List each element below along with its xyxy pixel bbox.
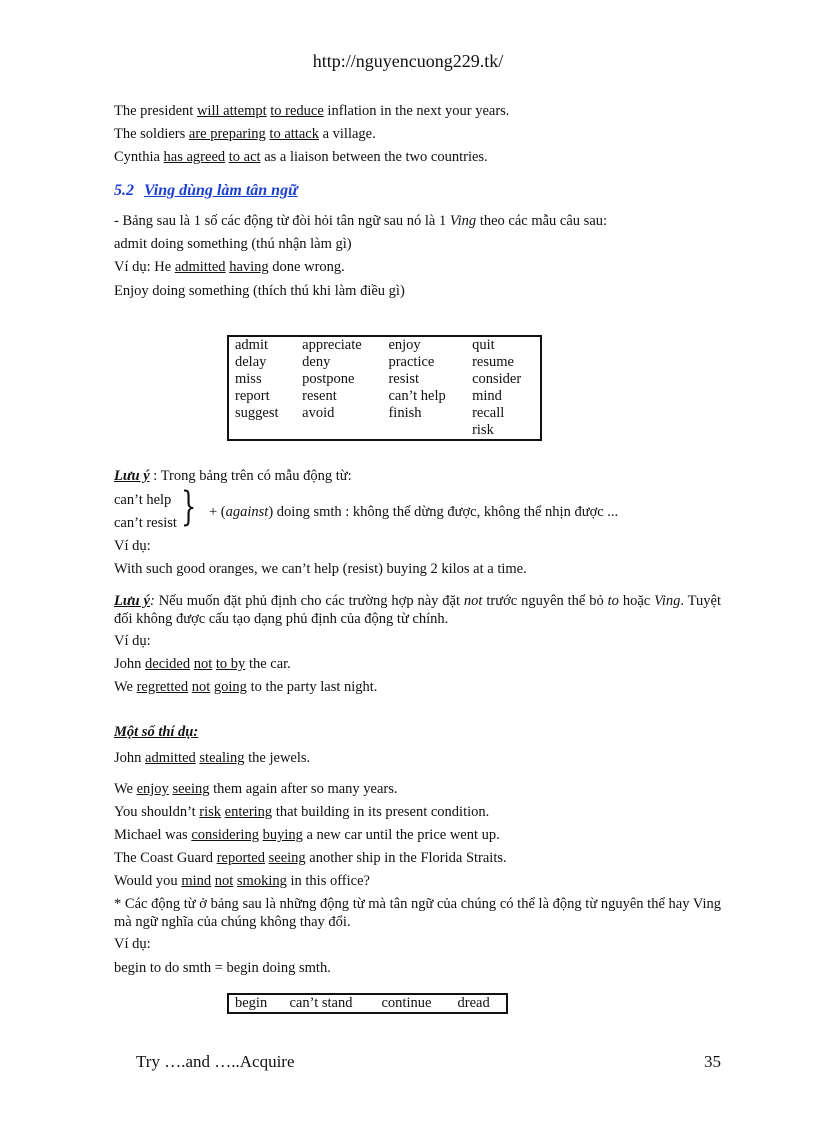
curly-brace-icon: } — [181, 484, 197, 530]
example-sentence: John admitted stealing the jewels. — [114, 750, 311, 766]
verb-cell: quit — [472, 337, 495, 353]
section-heading — [114, 182, 298, 200]
verb-table-row — [228, 336, 541, 354]
verb-cell: finish — [388, 405, 422, 421]
example-sentence: Would you mind not smoking in this office? — [114, 873, 370, 889]
note-label: Lưu ý — [114, 593, 150, 609]
verb-cell: report — [235, 388, 270, 404]
intro-sentence-3: Cynthia has agreed to act as a liaison between the two countries. — [114, 149, 488, 165]
verb-table-row — [228, 388, 541, 405]
verb-cell: can’t help — [388, 388, 446, 404]
verb-cell: miss — [235, 371, 262, 387]
pattern-enjoy: Enjoy doing something (thích thú khi làm điều gì) — [114, 283, 405, 299]
note-2: Lưu ý: Nếu muốn đặt phủ định cho các trường hợp này đặt not trước nguyên thể bỏ to hoặc Ving. Tuyệt đối không được cấu tạo dạng phủ định của động từ chính. — [114, 593, 721, 627]
verb-cell: postpone — [302, 371, 355, 387]
verb-cell: consider — [472, 371, 522, 387]
note-3-example-label: Ví dụ: — [114, 936, 151, 952]
verb-cell: practice — [388, 354, 435, 370]
section-title: Ving dùng làm tân ngữ — [144, 182, 298, 199]
note-2-example-2: We regretted not going to the party last night. — [114, 679, 378, 695]
section-description: - Bảng sau là 1 số các động từ đòi hỏi tân ngữ sau nó là 1 Ving theo các mẫu câu sau: — [114, 213, 608, 229]
verb-cell: risk — [472, 422, 494, 438]
verb-cell: recall — [472, 405, 505, 421]
note-3: * Các động từ ở bảng sau là những động từ mà tân ngữ của chúng có thể là động từ nguyên thể hay Ving mà ngữ nghĩa của chúng không thay đổi. — [114, 896, 721, 930]
note-item-cant-resist: can’t resist — [114, 515, 177, 531]
verb-cell — [382, 422, 466, 440]
note-2-example-label: Ví dụ: — [114, 633, 151, 649]
verb-cell: delay — [235, 354, 267, 370]
verb-cell: resume — [472, 354, 514, 370]
footer-motto: Try ….and …..Acquire — [136, 1052, 295, 1071]
note-1-example-label: Ví dụ: — [114, 538, 151, 554]
note-3-example: begin to do smth = begin doing smth. — [114, 960, 331, 976]
verb-table-row — [228, 354, 541, 371]
note-item-cant-help: can’t help — [114, 492, 172, 508]
verb-cell: avoid — [302, 405, 335, 421]
verb-cell: mind — [472, 388, 502, 404]
verb-table-row — [228, 371, 541, 388]
intro-sentence-2: The soldiers are preparing to attack a village. — [114, 126, 376, 142]
pattern-admit: admit doing something (thú nhận làm gì) — [114, 236, 352, 252]
verb-cell: deny — [302, 354, 331, 370]
verb-cell: dread — [457, 995, 490, 1011]
note-rule: + (against) doing smth : không thể dừng được, không thể nhịn được ... — [209, 504, 619, 520]
example-sentence: We enjoy seeing them again after so many years. — [114, 781, 398, 797]
note-2-example-1: John decided not to by the car. — [114, 656, 291, 672]
verb-table — [227, 335, 542, 441]
note-label: Lưu ý — [114, 468, 150, 484]
page-number: 35 — [704, 1052, 721, 1071]
verb-cell: appreciate — [302, 337, 362, 353]
note-1: Lưu ý : Trong bảng trên có mẫu động từ: — [114, 468, 352, 484]
verb-table-row — [228, 422, 541, 440]
examples-heading: Một số thí dụ: — [114, 724, 199, 740]
verb-table-2 — [227, 993, 508, 1014]
verb-cell: continue — [381, 995, 432, 1011]
header-url: http://nguyencuong229.tk/ — [312, 51, 504, 71]
verb-cell: can’t stand — [289, 995, 353, 1011]
example-sentence: You shouldn’t risk entering that building in its present condition. — [114, 804, 490, 820]
verb-cell: admit — [235, 337, 269, 353]
verb-cell: resist — [388, 371, 420, 387]
verb-cell — [228, 422, 296, 440]
verb-cell: resent — [302, 388, 337, 404]
verb-table-row — [228, 405, 541, 422]
verb-cell: enjoy — [388, 337, 421, 353]
section-number: 5.2 — [114, 182, 134, 199]
example-sentence: The Coast Guard reported seeing another ship in the Florida Straits. — [114, 850, 507, 866]
example-sentence: Michael was considering buying a new car until the price went up. — [114, 827, 500, 843]
verb-cell: begin — [235, 995, 268, 1011]
example-admit: Ví dụ: He admitted having done wrong. — [114, 259, 345, 275]
intro-sentence-1: The president will attempt to reduce inflation in the next your years. — [114, 103, 510, 119]
note-1-example: With such good oranges, we can’t help (resist) buying 2 kilos at a time. — [114, 561, 527, 577]
verb-cell: suggest — [235, 405, 279, 421]
verb-cell — [296, 422, 382, 440]
